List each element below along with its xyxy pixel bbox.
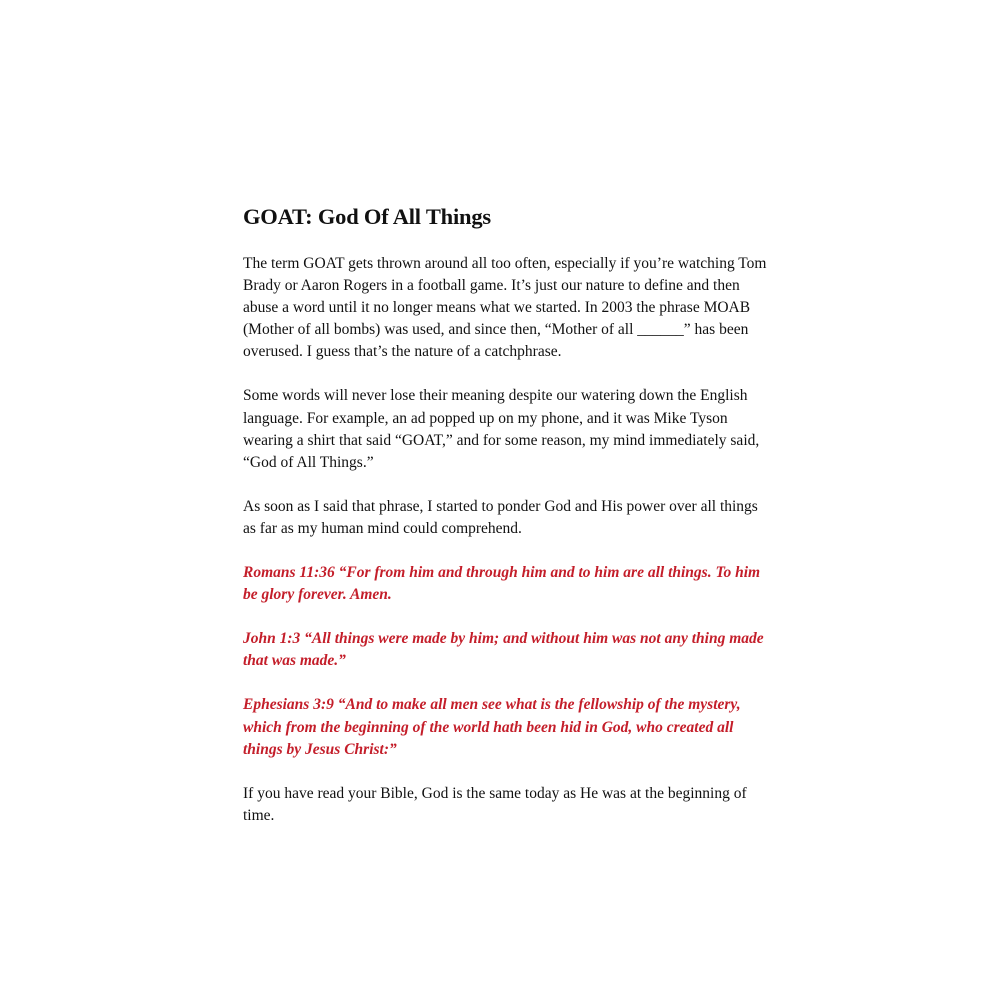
paragraph-goat-term: The term GOAT gets thrown around all too often, especially if you’re watching Tom Brady or Aaron Rogers in a football game. It’s just our nature to define and then abuse a word until it no longer means what we started. In 2003 the phrase MOAB (Mother of all bombs) was used, and since then, “Mother of all ______” has been overused. I guess that’s the nature of a catchphrase. <box>243 255 767 361</box>
paragraph-closing: If you have read your Bible, God is the same today as He was at the beginning of time. <box>243 784 747 824</box>
article <box>243 200 773 849</box>
paragraph-ponder-god: As soon as I said that phrase, I started to ponder God and His power over all things as far as my human mind could comprehend. <box>243 497 758 537</box>
verse-ephesians: Ephesians 3:9 “And to make all men see what is the fellowship of the mystery, which from the beginning of the world hath been hid in God, who created all things by Jesus Christ:” <box>243 696 741 758</box>
verse-romans: Romans 11:36 “For from him and through him and to him are all things. To him be glory forever. Amen. <box>243 564 761 604</box>
verse-john: John 1:3 “All things were made by him; and without him was not any thing made that was made.” <box>243 630 764 670</box>
article-title: GOAT: God Of All Things <box>243 204 491 229</box>
paragraph-words-meaning: Some words will never lose their meaning despite our watering down the English language. For example, an ad popped up on my phone, and it was Mike Tyson wearing a shirt that said “GOAT,” and for some reason, my mind immediately said, “God of All Things.” <box>243 387 760 471</box>
